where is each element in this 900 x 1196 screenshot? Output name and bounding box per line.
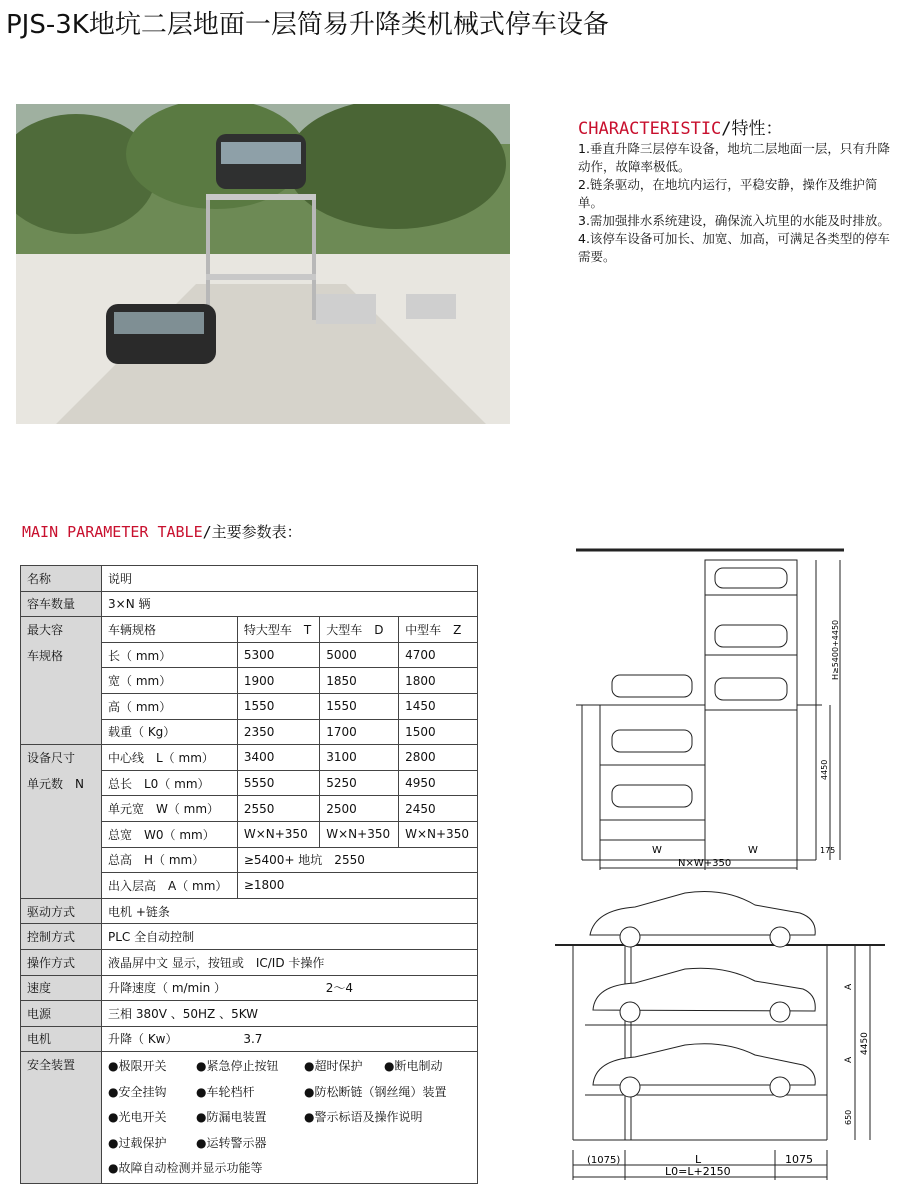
main-parameter-heading-en: MAIN PARAMETER TABLE [22, 523, 203, 541]
characteristic-item: 1.垂直升降三层停车设备，地坑二层地面一层，只有升降动作，故障率极低。 [578, 141, 890, 174]
product-photo [16, 104, 510, 424]
table-row [21, 642, 478, 668]
front-elevation-diagram [560, 540, 860, 880]
value-cell: 说明 [102, 566, 478, 592]
value-cell: 2550 [237, 796, 319, 822]
table-row [21, 591, 478, 617]
label-cell: 速度 [21, 975, 102, 1001]
header-cell: 车辆规格 [102, 617, 238, 643]
table-row [21, 898, 478, 924]
safety-item: ●极限开关 [108, 1059, 167, 1074]
safety-item: ●紧急停止按钮 [196, 1059, 279, 1074]
header-cell: 特大型车 T [237, 617, 319, 643]
value-cell: 5250 [320, 770, 399, 796]
dim-a2: A [844, 1056, 854, 1063]
value-cell: 升降速度（ m/min ） [102, 975, 320, 1001]
safety-item: ●过载保护 [108, 1135, 167, 1150]
label-cell: 单元数 N [21, 770, 102, 796]
value-cell: 载重（ Kg） [102, 719, 238, 745]
value-cell: 3400 [237, 745, 319, 771]
label-cell: 驱动方式 [21, 898, 102, 924]
label-cell: 最大容 [21, 617, 102, 643]
value-cell: 3100 [320, 745, 399, 771]
value-cell: 1550 [237, 693, 319, 719]
dim-a1: A [844, 983, 854, 990]
value-cell: 总宽 W0（ mm） [102, 821, 238, 847]
safety-item: ●防漏电装置 [196, 1110, 267, 1125]
value-cell: 2350 [237, 719, 319, 745]
value-cell: 3×N 辆 [102, 591, 478, 617]
value-cell: 1550 [320, 693, 399, 719]
header-cell: 大型车 D [320, 617, 399, 643]
safety-item: ●运转警示器 [196, 1135, 267, 1150]
table-row [21, 1026, 478, 1052]
dim-left: (1075) [587, 1155, 621, 1166]
characteristic-heading-cn: 特性： [731, 119, 783, 139]
characteristic-item: 2.链条驱动，在地坑内运行，平稳安静，操作及维护简单。 [578, 177, 878, 210]
value-cell: 2～4 [320, 975, 478, 1001]
label-cell: 控制方式 [21, 924, 102, 950]
value-cell: 4700 [399, 642, 478, 668]
characteristic-heading-sep: / [721, 119, 732, 139]
safety-item: ●车轮档杆 [196, 1084, 255, 1099]
value-cell: 高（ mm） [102, 693, 238, 719]
label-cell: 容车数量 [21, 591, 102, 617]
value-cell: 5550 [237, 770, 319, 796]
value-cell: ≥5400+ 地坑 2550 [237, 847, 477, 873]
table-row [21, 617, 478, 643]
dim-bottom: 650 [844, 1109, 853, 1125]
main-parameter-heading [22, 521, 302, 542]
value-cell: W×N+350 [399, 821, 478, 847]
label-cell: 设备尺寸 [21, 745, 102, 771]
value-cell: 1800 [399, 668, 478, 694]
value-cell: W×N+350 [237, 821, 319, 847]
value-cell: 1700 [320, 719, 399, 745]
characteristic-list [578, 140, 896, 266]
safety-item: ●光电开关 [108, 1110, 167, 1125]
safety-cell [102, 1052, 478, 1184]
value-cell: 三相 380V 、50HZ 、5KW [102, 1001, 478, 1027]
safety-line [108, 1054, 471, 1079]
table-row [21, 693, 478, 719]
value-cell: 液晶屏中文 显示，按钮或 IC/ID 卡操作 [102, 949, 478, 975]
dim-center: L [695, 1153, 702, 1166]
value-cell: 1450 [399, 693, 478, 719]
value-cell: 长（ mm） [102, 642, 238, 668]
safety-line [108, 1131, 471, 1156]
value-cell: 电机 +链条 [102, 898, 478, 924]
characteristic-item: 4.该停车设备可加长、加宽、加高，可满足各类型的停车需要。 [578, 231, 890, 264]
table-row [21, 745, 478, 771]
label-cell: 电源 [21, 1001, 102, 1027]
label-cell: 车规格 [21, 642, 102, 668]
safety-line [108, 1156, 471, 1181]
table-row [21, 770, 478, 796]
value-cell: 5000 [320, 642, 399, 668]
header-cell: 中型车 Z [399, 617, 478, 643]
table-row [21, 949, 478, 975]
value-cell: 1900 [237, 668, 319, 694]
characteristic-heading-en: CHARACTERISTIC [578, 119, 722, 139]
value-cell: 1500 [399, 719, 478, 745]
characteristic-heading [578, 114, 783, 139]
side-elevation-diagram [555, 885, 885, 1185]
value-cell: 2450 [399, 796, 478, 822]
table-row [21, 847, 478, 873]
safety-item: ●防松断链（钢丝绳）装置 [304, 1084, 447, 1099]
value-cell: 总高 H（ mm） [102, 847, 238, 873]
label-cell: 安全装置 [21, 1052, 102, 1184]
table-row [21, 1052, 478, 1184]
value-cell: 单元宽 W（ mm） [102, 796, 238, 822]
safety-item: ●故障自动检测并显示功能等 [108, 1160, 263, 1175]
table-row [21, 924, 478, 950]
value-cell: W×N+350 [320, 821, 399, 847]
table-row [21, 873, 478, 899]
dim-total-height: H≥5400+4450 [831, 619, 840, 680]
table-row [21, 821, 478, 847]
safety-item: ●断电制动 [384, 1059, 443, 1074]
value-cell: 总长 L0（ mm） [102, 770, 238, 796]
value-cell: 4950 [399, 770, 478, 796]
table-row [21, 796, 478, 822]
value-cell: 2500 [320, 796, 399, 822]
dim-total-width: N×W+350 [678, 858, 732, 869]
dim-right: 1075 [785, 1153, 813, 1166]
dim-total-length: L0=L+2150 [665, 1165, 731, 1178]
dim-total-height: 4450 [860, 1032, 870, 1055]
dim-w2: W [748, 845, 758, 856]
value-cell: 出入层高 A（ mm） [102, 873, 238, 899]
safety-item: ●超时保护 [304, 1059, 363, 1074]
value-cell: 2800 [399, 745, 478, 771]
label-cell: 电机 [21, 1026, 102, 1052]
safety-item: ●安全挂钩 [108, 1084, 167, 1099]
value-cell: 5300 [237, 642, 319, 668]
safety-item: ●警示标语及操作说明 [304, 1110, 423, 1125]
safety-line [108, 1105, 471, 1130]
page-title: PJS-3K地坑二层地面一层简易升降类机械式停车设备 [6, 10, 609, 40]
main-parameter-heading-cn: 主要参数表： [211, 523, 302, 541]
value-cell: 中心线 L（ mm） [102, 745, 238, 771]
dim-pit-height: 4450 [820, 759, 829, 780]
value-cell: 1850 [320, 668, 399, 694]
value-cell: PLC 全自动控制 [102, 924, 478, 950]
label-cell: 操作方式 [21, 949, 102, 975]
table-row [21, 719, 478, 745]
parameter-table [20, 565, 478, 1184]
value-cell: 宽（ mm） [102, 668, 238, 694]
value-cell: 升降（ Kw） [102, 1026, 238, 1052]
characteristic-item: 3.需加强排水系统建设，确保流入坑里的水能及时排放。 [578, 213, 890, 228]
dim-w1: W [652, 845, 662, 856]
value-cell: ≥1800 [237, 873, 477, 899]
table-row [21, 668, 478, 694]
safety-line [108, 1080, 471, 1105]
table-row [21, 1001, 478, 1027]
main-parameter-heading-sep: / [202, 523, 212, 541]
table-row [21, 566, 478, 592]
table-row [21, 975, 478, 1001]
dim-side: 175 [820, 846, 836, 855]
value-cell: 3.7 [237, 1026, 477, 1052]
label-cell: 名称 [21, 566, 102, 592]
